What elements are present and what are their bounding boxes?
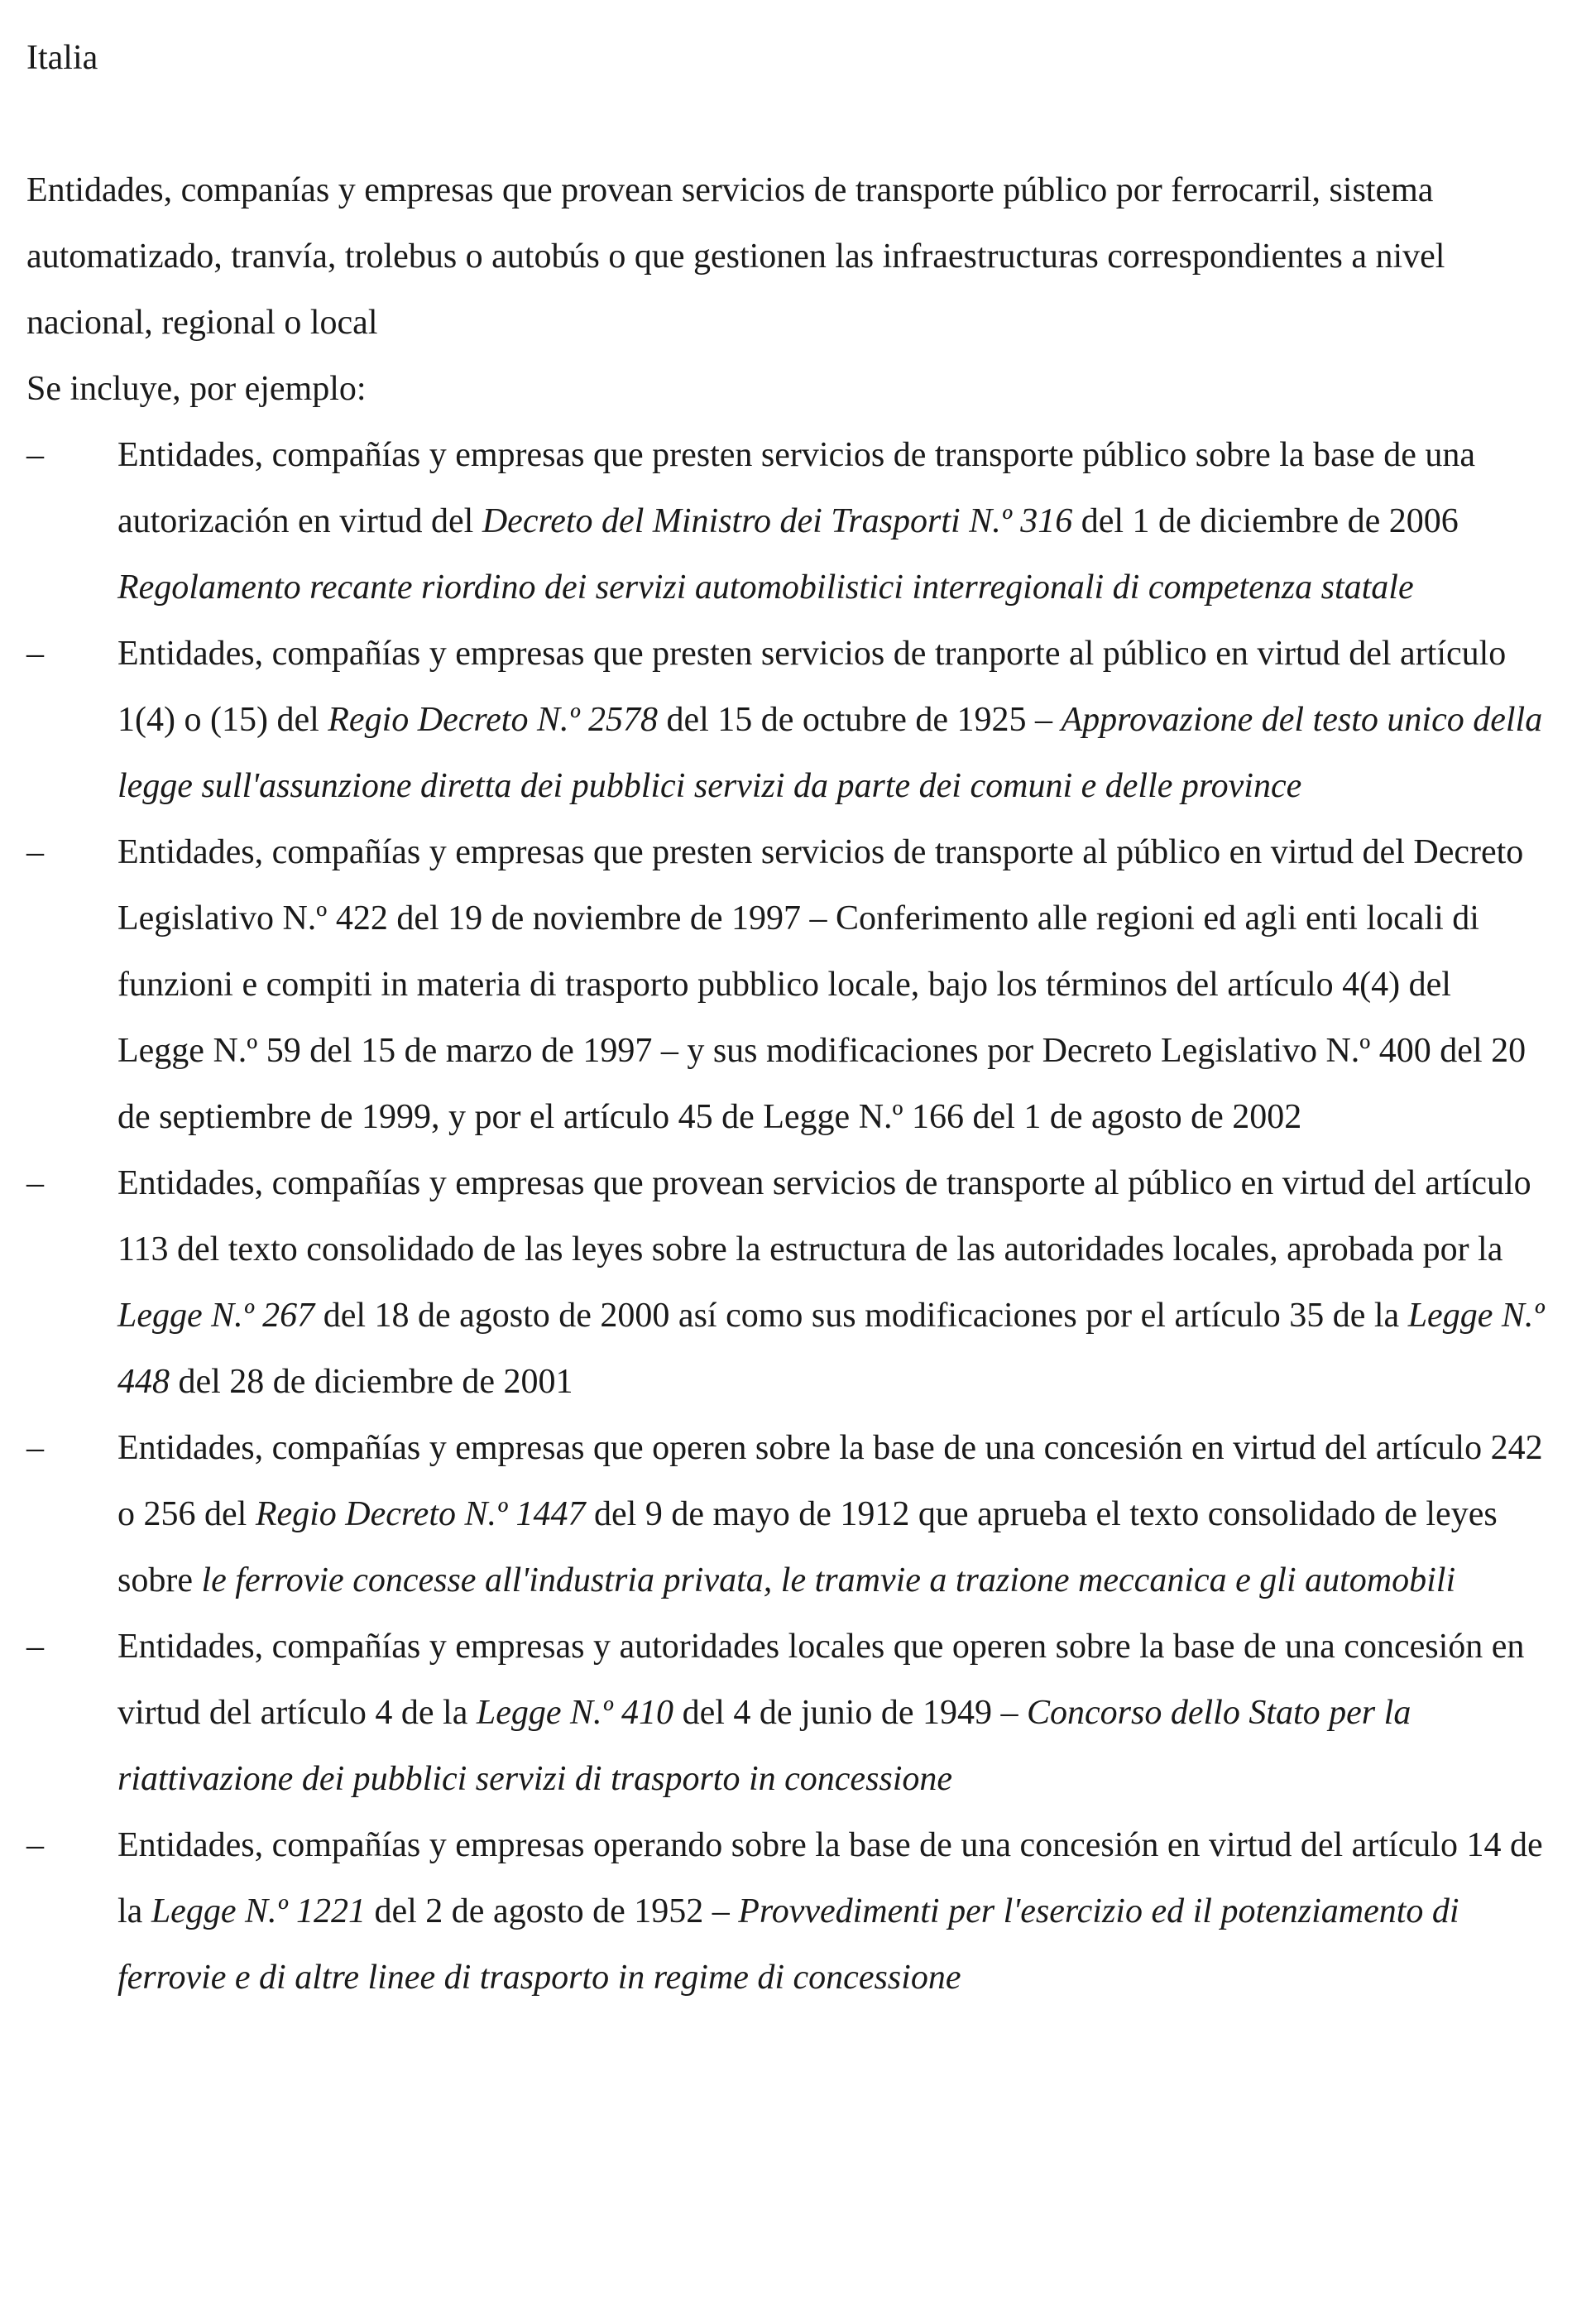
- list-item: [26, 422, 1546, 621]
- item-text: Entidades, compañías y empresas que presten servicios de transporte al público en virtud del Decreto Legislativo N.º 422 del 19 de noviembre de 1997 – Conferimento alle regioni ed agli enti locali di funzioni e compiti in materia di trasporto pubblico locale, bajo los términos del artículo 4(4) del Legge N.º 59 del 15 de marzo de 1997 – y sus modificaciones por Decreto Legislativo N.º 400 del 20 de septiembre de 1999, y por el artículo 45 de Legge N.º 166 del 1 de agosto de 2002: [117, 833, 1527, 1136]
- list-item: [26, 1415, 1546, 1614]
- list-item: [26, 1812, 1546, 2011]
- country-heading: Italia: [26, 39, 98, 77]
- dash-bullet: –: [26, 1164, 44, 1202]
- dash-bullet: –: [26, 1628, 44, 1666]
- legal-reference-italic: Regio Decreto N.º 1447: [255, 1495, 586, 1533]
- legal-reference-italic: le ferrovie concesse all'industria privata, le tramvie a trazione meccanica e gli automobili: [201, 1561, 1456, 1599]
- dash-bullet: –: [26, 436, 44, 474]
- item-text: Entidades, compañías y empresas y autoridades locales que operen sobre la base de una concesión en virtud del artículo 4 de la: [117, 1628, 1525, 1732]
- examples-label: Se incluye, por ejemplo:: [26, 370, 367, 408]
- item-text: Entidades, compañías y empresas que presten servicios de transporte público sobre la base de una autorización en virtud del: [117, 436, 1475, 540]
- item-text: del 28 de diciembre de 2001: [170, 1363, 573, 1401]
- dash-bullet: –: [26, 1826, 44, 1864]
- list-item: [26, 1150, 1546, 1415]
- legal-reference-italic: Legge N.º 448: [117, 1297, 1545, 1401]
- item-text: Entidades, compañías y empresas operando sobre la base de una concesión en virtud del artículo 14 de la: [117, 1826, 1543, 1930]
- legal-reference-italic: Concorso dello Stato per la riattivazione dei pubblici servizi di trasporto in concessione: [117, 1694, 1411, 1798]
- dash-bullet: –: [26, 833, 44, 871]
- item-text: Entidades, compañías y empresas que presten servicios de tranporte al público en virtud del artículo 1(4) o (15) del: [117, 635, 1507, 739]
- item-text: del 9 de mayo de 1912 que aprueba el texto consolidado de leyes sobre: [117, 1495, 1498, 1599]
- legal-reference-italic: Legge N.º 267: [117, 1297, 315, 1335]
- legal-reference-italic: Decreto del Ministro dei Trasporti N.º 316: [482, 502, 1073, 540]
- legal-reference-italic: Regio Decreto N.º 2578: [328, 701, 658, 739]
- item-text: del 1 de diciembre de 2006: [1072, 502, 1459, 540]
- list-item: [26, 819, 1546, 1150]
- item-text: del 15 de octubre de 1925 –: [657, 701, 1062, 739]
- item-text: del 2 de agosto de 1952 –: [366, 1892, 739, 1930]
- item-text: Entidades, compañías y empresas que provean servicios de transporte al público en virtud del artículo 113 del texto consolidado de las leyes sobre la estructura de las autoridades locales, aprobada por la: [117, 1164, 1531, 1268]
- legal-reference-italic: Legge N.º 410: [476, 1694, 674, 1732]
- legal-reference-italic: Provvedimenti per l'esercizio ed il potenziamento di ferrovie e di altre linee di trasporto in regime di concessione: [117, 1892, 1459, 1997]
- list-item: [26, 621, 1546, 819]
- list-item: [26, 1614, 1546, 1812]
- legal-reference-italic: Legge N.º 1221: [151, 1892, 366, 1930]
- intro-paragraph: Entidades, companías y empresas que provean servicios de transporte público por ferrocarril, sistema automatizado, tranvía, trolebus o autobús o que gestionen las infraestructuras correspondientes a nivel nacional, regional o local: [26, 171, 1445, 342]
- item-text: Entidades, compañías y empresas que operen sobre la base de una concesión en virtud del artículo 242 o 256 del: [117, 1429, 1543, 1533]
- entity-list: [26, 422, 1546, 2011]
- item-text: del 4 de junio de 1949 –: [673, 1694, 1027, 1732]
- intro-block: [26, 157, 1546, 422]
- legal-reference-italic: Regolamento recante riordino dei servizi automobilistici interregionali di competenza statale: [117, 568, 1414, 607]
- item-text: del 18 de agosto de 2000 así como sus modificaciones por el artículo 35 de la: [314, 1297, 1408, 1335]
- dash-bullet: –: [26, 1429, 44, 1467]
- dash-bullet: –: [26, 635, 44, 673]
- legal-reference-italic: Approvazione del testo unico della legge sull'assunzione diretta dei pubblici servizi da parte dei comuni e delle province: [117, 701, 1543, 805]
